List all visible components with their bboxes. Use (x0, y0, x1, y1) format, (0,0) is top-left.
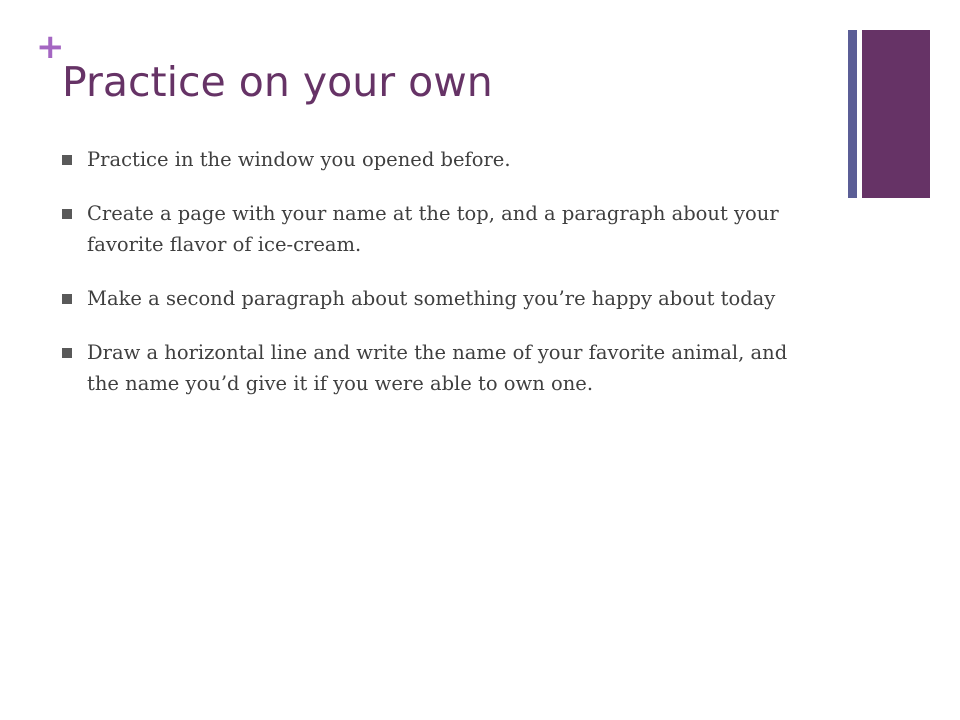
square-bullet-icon (62, 209, 72, 219)
accent-bar-thick (862, 30, 930, 198)
square-bullet-icon (62, 155, 72, 165)
accent-bar-thin (848, 30, 857, 198)
bullet-text: Practice in the window you opened before. (87, 148, 511, 171)
slide-title: Practice on your own (62, 58, 493, 106)
bullet-text: Create a page with your name at the top, and a paragraph about your favorite flavor of ice-cream. (87, 202, 779, 256)
plus-icon: + (36, 27, 65, 67)
bullet-list (62, 144, 802, 422)
square-bullet-icon (62, 348, 72, 358)
square-bullet-icon (62, 294, 72, 304)
bullet-item (62, 144, 802, 175)
bullet-item (62, 283, 802, 314)
bullet-item (62, 198, 802, 260)
bullet-item (62, 337, 802, 399)
bullet-text: Make a second paragraph about something you’re happy about today (87, 287, 776, 310)
bullet-text: Draw a horizontal line and write the name of your favorite animal, and the name you’d give it if you were able to own one. (87, 341, 788, 395)
